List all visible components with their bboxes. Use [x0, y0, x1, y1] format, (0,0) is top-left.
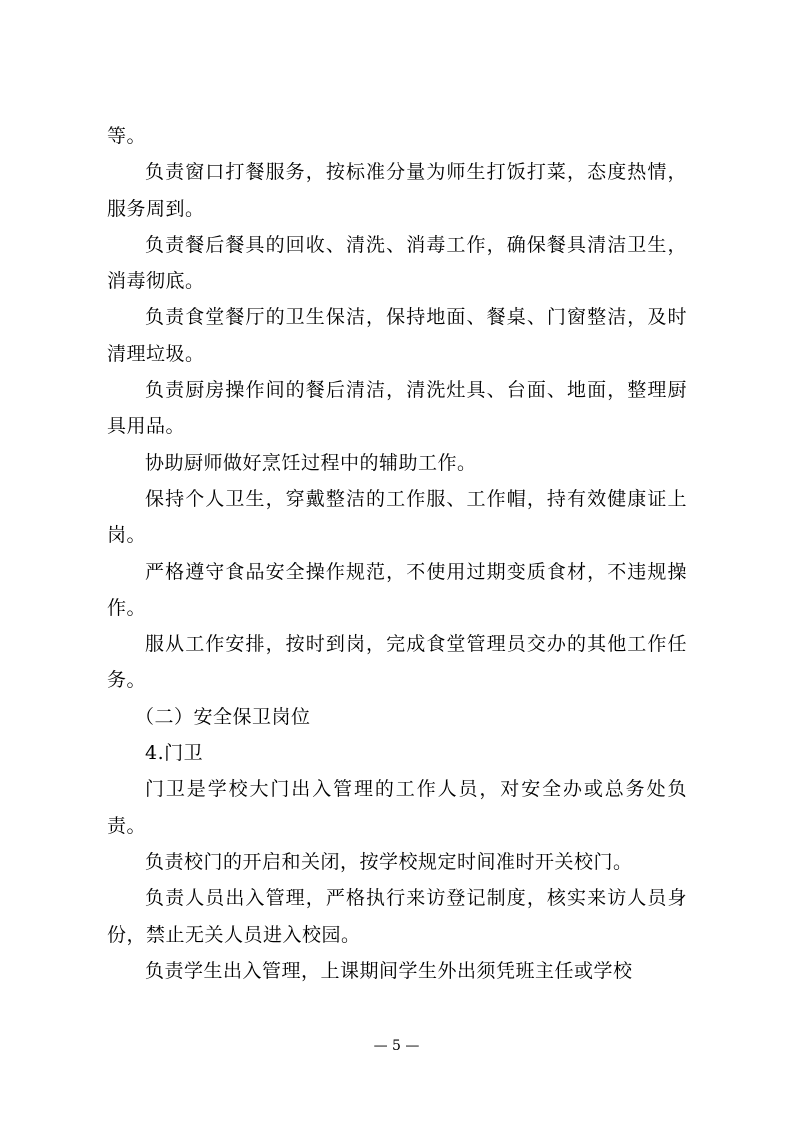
- body-text: [107, 118, 687, 989]
- paragraph: 协助厨师做好烹饪过程中的辅助工作。: [145, 451, 477, 474]
- paragraph: 门卫是学校大门出入管理的工作人员，对安全办或总务处负责。: [107, 778, 687, 837]
- paragraph: 等。: [107, 125, 147, 147]
- paragraph: 负责校门的开启和关闭，按学校规定时间准时开关校门。: [145, 850, 633, 873]
- paragraph: 负责食堂餐厅的卫生保洁，保持地面、餐桌、门窗整洁，及时清理垃圾。: [107, 306, 687, 365]
- paragraph: 负责人员出入管理，严格执行来访登记制度，核实来访人员身份，禁止无关人员进入校园。: [107, 887, 687, 946]
- subsection-heading: 4.门卫: [145, 742, 204, 765]
- paragraph: 负责厨房操作间的餐后清洁，清洗灶具、台面、地面，整理厨具用品。: [107, 379, 687, 438]
- paragraph: 服从工作安排，按时到岗，完成食堂管理员交办的其他工作任务。: [107, 633, 687, 692]
- paragraph: 负责窗口打餐服务，按标准分量为师生打饭打菜，态度热情，服务周到。: [107, 161, 687, 220]
- paragraph: 负责餐后餐具的回收、清洗、消毒工作，确保餐具清洁卫生，消毒彻底。: [107, 233, 687, 293]
- paragraph: 保持个人卫生，穿戴整洁的工作服、工作帽，持有效健康证上岗。: [107, 487, 687, 547]
- paragraph: 严格遵守食品安全操作规范，不使用过期变质食材，不违规操作。: [107, 560, 687, 619]
- paragraph: 负责学生出入管理，上课期间学生外出须凭班主任或学校: [145, 959, 633, 982]
- page-number: — 5 —: [373, 1038, 420, 1054]
- section-heading: （二）安全保卫岗位: [135, 705, 311, 728]
